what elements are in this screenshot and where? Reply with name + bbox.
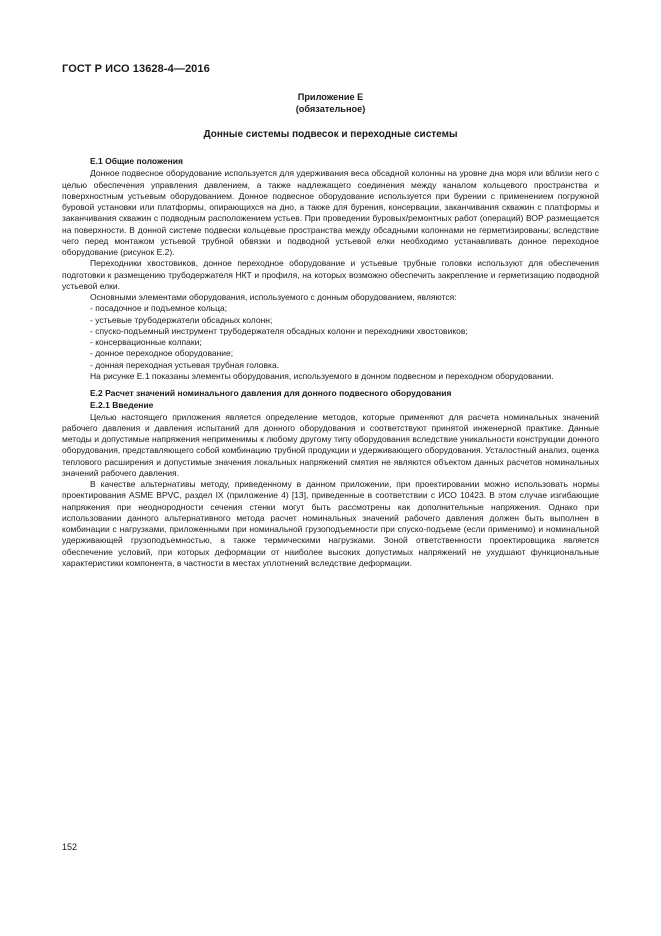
page-number: 152 [62, 842, 78, 852]
list-item: - консервационные колпаки; [90, 337, 202, 347]
appendix-heading: Донные системы подвесок и переходные системы [203, 129, 458, 140]
section-e1-paragraph-3: Основными элементами оборудования, используемого с донным оборудованием, являются: [90, 292, 457, 302]
list-item: - донное переходное оборудование; [90, 348, 234, 359]
document-id-header: ГОСТ Р ИСО 13628-4—2016 [62, 63, 210, 75]
list-item: - донная переходная устьевая трубная головка. [90, 359, 280, 370]
list-item: - посадочное и подъемное кольца; [90, 303, 228, 314]
section-e1-closing-paragraph: На рисунке Е.1 показаны элементы оборудования, используемого в донном подвесном и переходном оборудовании. [90, 370, 554, 381]
document-body [62, 156, 599, 569]
section-e1-heading: Е.1 Общие положения [90, 156, 183, 166]
section-e1-paragraph-2: Переходники хвостовиков, донное переходное оборудование и устьевые трубные головки используют для обеспечения подготовки к размещению трубодержателя НКТ и профиля, на которых возможно обеспечить закрепление и герметизацию подводной устьевой елки. [62, 258, 599, 291]
section-e2-heading: Е.2 Расчет значений номинального давления для донного подвесного оборудования [90, 388, 452, 398]
list-item: - спуско-подъемный инструмент трубодержателя обсадных колонн и переходники хвостовиков; [90, 325, 468, 336]
equipment-list [62, 303, 599, 371]
section-e2-1-paragraph-2: В качестве альтернативы методу, приведенному в данном приложении, при проектировании можно использовать нормы проектирования ASME BPVC, раздел IX (приложение 4) [13], приведенные в соответствии с ИСО 10423. В этом случае изгибающие напряжения при неоднородности сечения стенки могут быть рассмотрены как дополнительные напряжения. Однако при использовании данного альтернативного метода расчет номинальных значений рабочего давления должен быть выполнен в комбинации с нагрузками, приложенными при номинальной грузоподъемности при спуско-подъеме (если применимо) и номинальной удерживающей грузоподъемностью, а также термическими нагрузками. Зоной ответственности проектировщика является обеспечение условий, при которых деформации от наиболее высоких допустимых напряжений не ухудшают функциональные характеристики компонента, в частности в местах уплотнений вследствие деформации. [62, 479, 599, 568]
appendix-status: (обязательное) [295, 104, 366, 114]
section-e2-1-heading: Е.2.1 Введение [90, 400, 154, 411]
appendix-title: Приложение Е [297, 92, 364, 102]
list-item: - устьевые трубодержатели обсадных колонн; [90, 314, 273, 325]
section-e1-paragraph-1: Донное подвесное оборудование используется для удерживания веса обсадной колонны на уровне дна моря или вблизи него с целью обеспечения управления давлением, а также надлежащего соединения между каналом кольцевого пространства и поверхностным устьевым оборудованием. Донное подвесное оборудование используется при бурении с применением погружной буровой установки или платформы, опирающихся на дно, а также для бурения, консервации, заканчивания скважин с платформы и заканчивания скважин с подводным расположением устьев. При проведении буровых/ремонтных работ (операций) ВОР размещается на поверхности. В донной системе подвески кольцевые пространства между обсадными колоннами не герметизированы; вследствие чего перед монтажом устьевой трубной обвязки и подводной устьевой елки необходимо устанавливать донное переходное оборудование (рисунок Е.2). [62, 168, 599, 257]
section-e2-1-paragraph-1: Целью настоящего приложения является определение методов, которые применяют для расчета номинальных значений рабочего давления и давления испытаний для донного оборудования и соответствуют принятой инженерной практике. Данные методы и допустимые напряжения неприменимы к любому другому типу оборудования вследствие уникальности конструкции донного оборудования, представляющего собой комбинацию трубной продукции и удерживающего оборудования. Усталостный анализ, оценка теплового расширения и допустимые значения локальных напряжений смятия не являются объектом данных расчетов номинальных значений рабочего давления. [62, 411, 599, 478]
